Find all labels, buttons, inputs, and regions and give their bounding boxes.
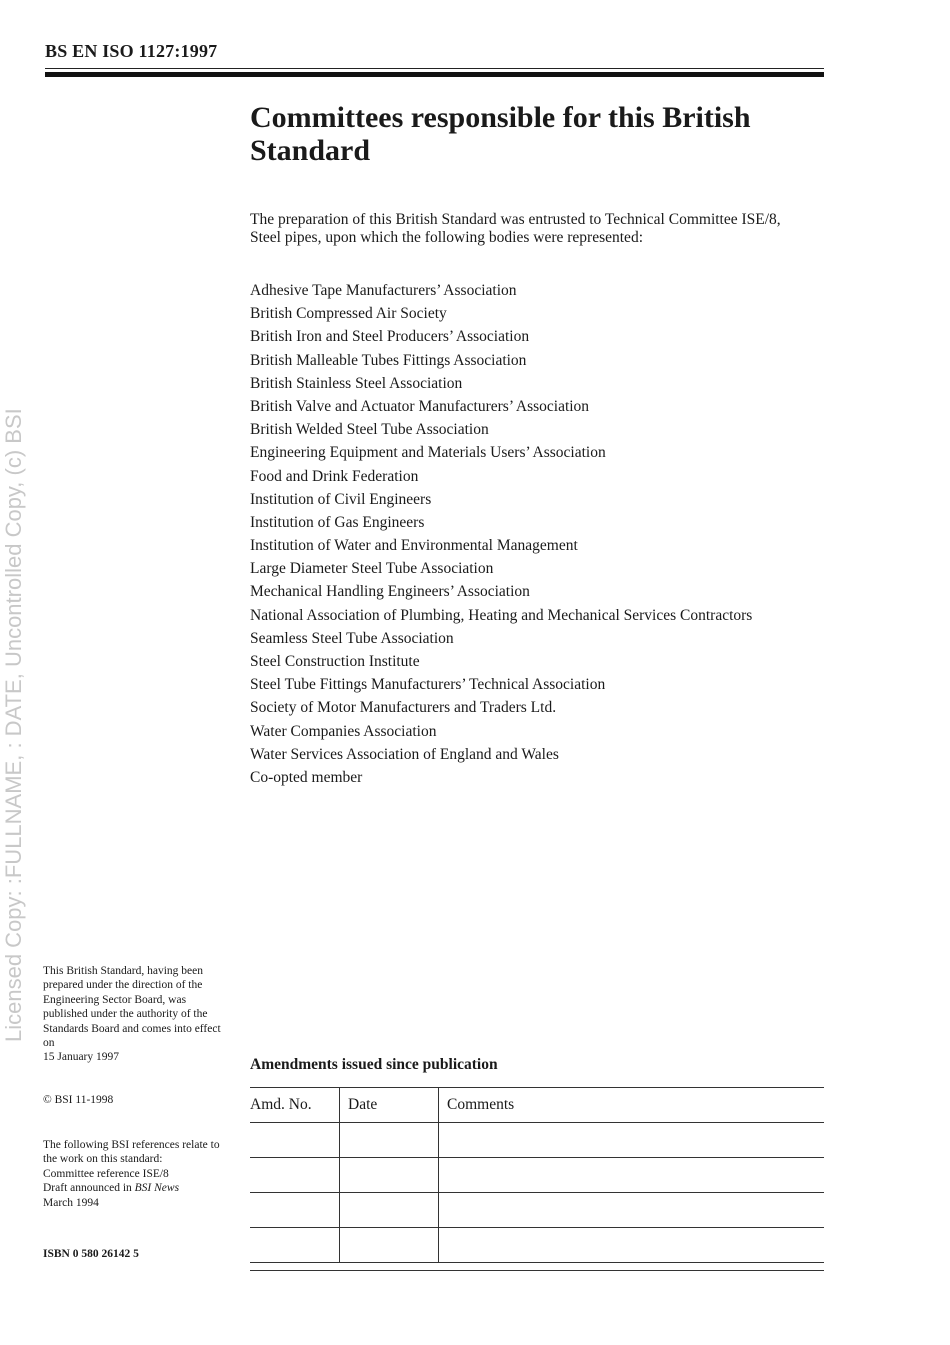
- publication-note-text: This British Standard, having been prepared under the direction of the Engineering Sector Board, was published under the authority of the Standards Board and comes into effect on: [43, 965, 221, 1050]
- list-item: Society of Motor Manufacturers and Traders Ltd.: [250, 699, 557, 717]
- list-item: Water Services Association of England and Wales: [250, 745, 559, 763]
- header-rule-thin: [45, 68, 824, 69]
- list-item: Large Diameter Steel Tube Association: [250, 560, 494, 578]
- list-item: British Compressed Air Society: [250, 305, 447, 323]
- intro-paragraph: The preparation of this British Standard was entrusted to Technical Committee ISE/8, Steel pipes, upon which the following bodies were represented:: [250, 211, 781, 246]
- column-header-date: Date: [340, 1088, 439, 1123]
- table-header-row: [250, 1088, 824, 1123]
- isbn: ISBN 0 580 26142 5: [43, 1248, 139, 1260]
- column-header-amd-no: Amd. No.: [250, 1088, 340, 1123]
- references-intro: The following BSI references relate to the work on this standard:: [43, 1139, 220, 1166]
- table-cell: [340, 1158, 439, 1193]
- table-cell: [250, 1193, 340, 1228]
- header-rule-thick: [45, 72, 824, 77]
- table-row: [250, 1123, 824, 1158]
- list-item: Steel Tube Fittings Manufacturers’ Technical Association: [250, 676, 606, 694]
- draft-prefix: Draft announced in: [43, 1182, 132, 1195]
- list-item: British Stainless Steel Association: [250, 374, 463, 392]
- draft-announcement: [43, 1181, 228, 1195]
- table-cell: [439, 1123, 825, 1158]
- list-item: Co-opted member: [250, 768, 363, 786]
- list-item: Institution of Gas Engineers: [250, 513, 425, 531]
- draft-date: March 1994: [43, 1196, 99, 1209]
- table-row: [250, 1228, 824, 1263]
- amendments-title: Amendments issued since publication: [250, 1056, 498, 1073]
- table-cell: [250, 1123, 340, 1158]
- table-cell: [340, 1123, 439, 1158]
- list-item: Adhesive Tape Manufacturers’ Association: [250, 282, 517, 299]
- column-header-comments: Comments: [439, 1088, 825, 1123]
- represented-bodies-list: [250, 282, 790, 792]
- table-row: [250, 1193, 824, 1228]
- list-item: Engineering Equipment and Materials Users’ Association: [250, 444, 606, 462]
- list-item: Water Companies Association: [250, 722, 437, 740]
- committee-reference: Committee reference ISE/8: [43, 1167, 169, 1180]
- table-cell: [340, 1193, 439, 1228]
- list-item: British Welded Steel Tube Association: [250, 421, 489, 439]
- table-cell: [250, 1228, 340, 1263]
- list-item: Seamless Steel Tube Association: [250, 629, 454, 647]
- list-item: British Valve and Actuator Manufacturers’ Association: [250, 397, 590, 415]
- effective-date: 15 January 1997: [43, 1051, 120, 1064]
- list-item: British Iron and Steel Producers’ Association: [250, 328, 530, 346]
- amendments-table: [250, 1087, 824, 1263]
- table-cell: [250, 1158, 340, 1193]
- document-code: BS EN ISO 1127:1997: [45, 41, 218, 61]
- license-watermark: Licensed Copy: :FULLNAME, : DATE, Uncontrolled Copy, (c) BSI: [1, 408, 26, 1042]
- draft-publication: BSI News: [134, 1182, 180, 1195]
- table-cell: [439, 1158, 825, 1193]
- publication-note: [43, 964, 228, 1065]
- list-item: British Malleable Tubes Fittings Association: [250, 351, 527, 369]
- copyright-notice: © BSI 11-1998: [43, 1094, 114, 1106]
- bottom-rule: [250, 1270, 824, 1271]
- list-item: National Association of Plumbing, Heating and Mechanical Services Contractors: [250, 606, 753, 624]
- list-item: Mechanical Handling Engineers’ Association: [250, 583, 530, 601]
- table-row: [250, 1158, 824, 1193]
- list-item: Institution of Civil Engineers: [250, 490, 432, 508]
- bsi-references: [43, 1138, 228, 1210]
- list-item: Institution of Water and Environmental Management: [250, 537, 578, 555]
- page-title: Committees responsible for this British Standard: [250, 101, 751, 167]
- table-cell: [340, 1228, 439, 1263]
- list-item: Food and Drink Federation: [250, 467, 419, 485]
- table-cell: [439, 1193, 825, 1228]
- list-item: Steel Construction Institute: [250, 653, 420, 670]
- table-cell: [439, 1228, 825, 1263]
